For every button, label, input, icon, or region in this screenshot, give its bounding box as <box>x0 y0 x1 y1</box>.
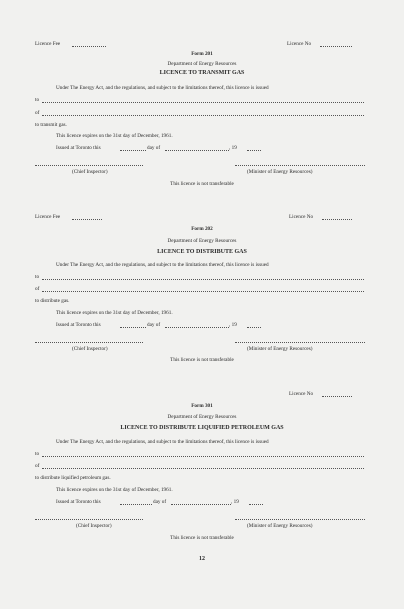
to-label: to <box>35 97 40 103</box>
to-label: to <box>35 451 40 457</box>
issued-day-field[interactable] <box>120 327 146 328</box>
licence-no-label: Licence No <box>289 391 314 397</box>
licence-fee-label: Licence Fee <box>35 214 61 220</box>
day-of-label: day of <box>153 499 167 505</box>
licence-fee-field[interactable] <box>72 219 102 220</box>
expiry-text: This licence expires on the 31st day of December, 1961. <box>56 133 173 139</box>
issued-at-label: Issued at Toronto this <box>56 499 101 505</box>
issued-year-field[interactable] <box>247 327 261 328</box>
minister-label: (Minister of Energy Resources) <box>247 169 313 175</box>
issued-year-field[interactable] <box>247 150 261 151</box>
licence-fee-field[interactable] <box>72 46 106 47</box>
licence-title: LICENCE TO DISTRIBUTE LIQUIFIED PETROLEUM GAS <box>120 425 284 431</box>
minister-label: (Minister of Energy Resources) <box>247 523 313 529</box>
licence-no-label: Licence No <box>289 214 314 220</box>
not-transferable-note: This licence is not transferable <box>170 535 234 541</box>
licence-fee-label: Licence Fee <box>35 41 61 47</box>
department-name: Department of Energy Resources <box>167 414 237 420</box>
of-field[interactable] <box>42 115 364 116</box>
to-field[interactable] <box>42 279 364 280</box>
of-label: of <box>35 110 40 116</box>
intro-text: Under The Energy Act, and the regulations, and subject to the limitations thereof, this licence is issued <box>56 262 269 268</box>
year-label: , 19 <box>229 322 237 328</box>
licence-no-label: Licence No <box>287 41 312 47</box>
form-number: Form 202 <box>191 226 213 232</box>
minister-signature-line[interactable] <box>235 165 365 166</box>
department-name: Department of Energy Resources <box>167 238 237 244</box>
chief-inspector-signature-line[interactable] <box>35 519 143 520</box>
minister-label: (Minister of Energy Resources) <box>247 346 313 352</box>
purpose-text: to distribute gas. <box>35 298 70 304</box>
chief-inspector-signature-line[interactable] <box>35 342 143 343</box>
issued-at-label: Issued at Toronto this <box>56 145 101 151</box>
expiry-text: This licence expires on the 31st day of December, 1961. <box>56 310 173 316</box>
day-of-label: day of <box>147 145 161 151</box>
not-transferable-note: This licence is not transferable <box>170 357 234 363</box>
form-number: Form 301 <box>191 403 213 409</box>
licence-no-field[interactable] <box>320 46 352 47</box>
year-label: , 19 <box>231 499 239 505</box>
issued-month-field[interactable] <box>165 327 229 328</box>
purpose-text: to transmit gas. <box>35 122 67 128</box>
chief-inspector-label: (Chief Inspector) <box>72 346 108 352</box>
issued-day-field[interactable] <box>120 504 152 505</box>
licence-no-field[interactable] <box>322 219 352 220</box>
day-of-label: day of <box>147 322 161 328</box>
licence-title: LICENCE TO DISTRIBUTE GAS <box>157 249 247 255</box>
minister-signature-line[interactable] <box>235 342 365 343</box>
of-label: of <box>35 286 40 292</box>
expiry-text: This licence expires on the 31st day of December, 1961. <box>56 487 173 493</box>
chief-inspector-signature-line[interactable] <box>35 165 143 166</box>
of-field[interactable] <box>42 291 364 292</box>
department-name: Department of Energy Resources <box>167 61 237 67</box>
purpose-text: to distribute liquified petroleum gas. <box>35 475 111 481</box>
chief-inspector-label: (Chief Inspector) <box>72 169 108 175</box>
of-label: of <box>35 463 40 469</box>
to-field[interactable] <box>42 456 364 457</box>
intro-text: Under The Energy Act, and the regulations, and subject to the limitations thereof, this licence is issued <box>56 439 269 445</box>
to-label: to <box>35 274 40 280</box>
form-number: Form 201 <box>191 51 213 57</box>
page-number: 12 <box>199 556 205 562</box>
to-field[interactable] <box>42 102 364 103</box>
of-field[interactable] <box>42 468 364 469</box>
year-label: , 19 <box>229 145 237 151</box>
issued-month-field[interactable] <box>171 504 231 505</box>
minister-signature-line[interactable] <box>235 519 365 520</box>
chief-inspector-label: (Chief Inspector) <box>76 523 112 529</box>
licence-no-field[interactable] <box>322 396 352 397</box>
intro-text: Under The Energy Act, and the regulations, and subject to the limitations thereof, this licence is issued <box>56 85 269 91</box>
issued-month-field[interactable] <box>165 150 229 151</box>
issued-at-label: Issued at Toronto this <box>56 322 101 328</box>
issued-day-field[interactable] <box>120 150 146 151</box>
issued-year-field[interactable] <box>249 504 263 505</box>
not-transferable-note: This licence is not transferable <box>170 181 234 187</box>
licence-title: LICENCE TO TRANSMIT GAS <box>159 70 245 76</box>
